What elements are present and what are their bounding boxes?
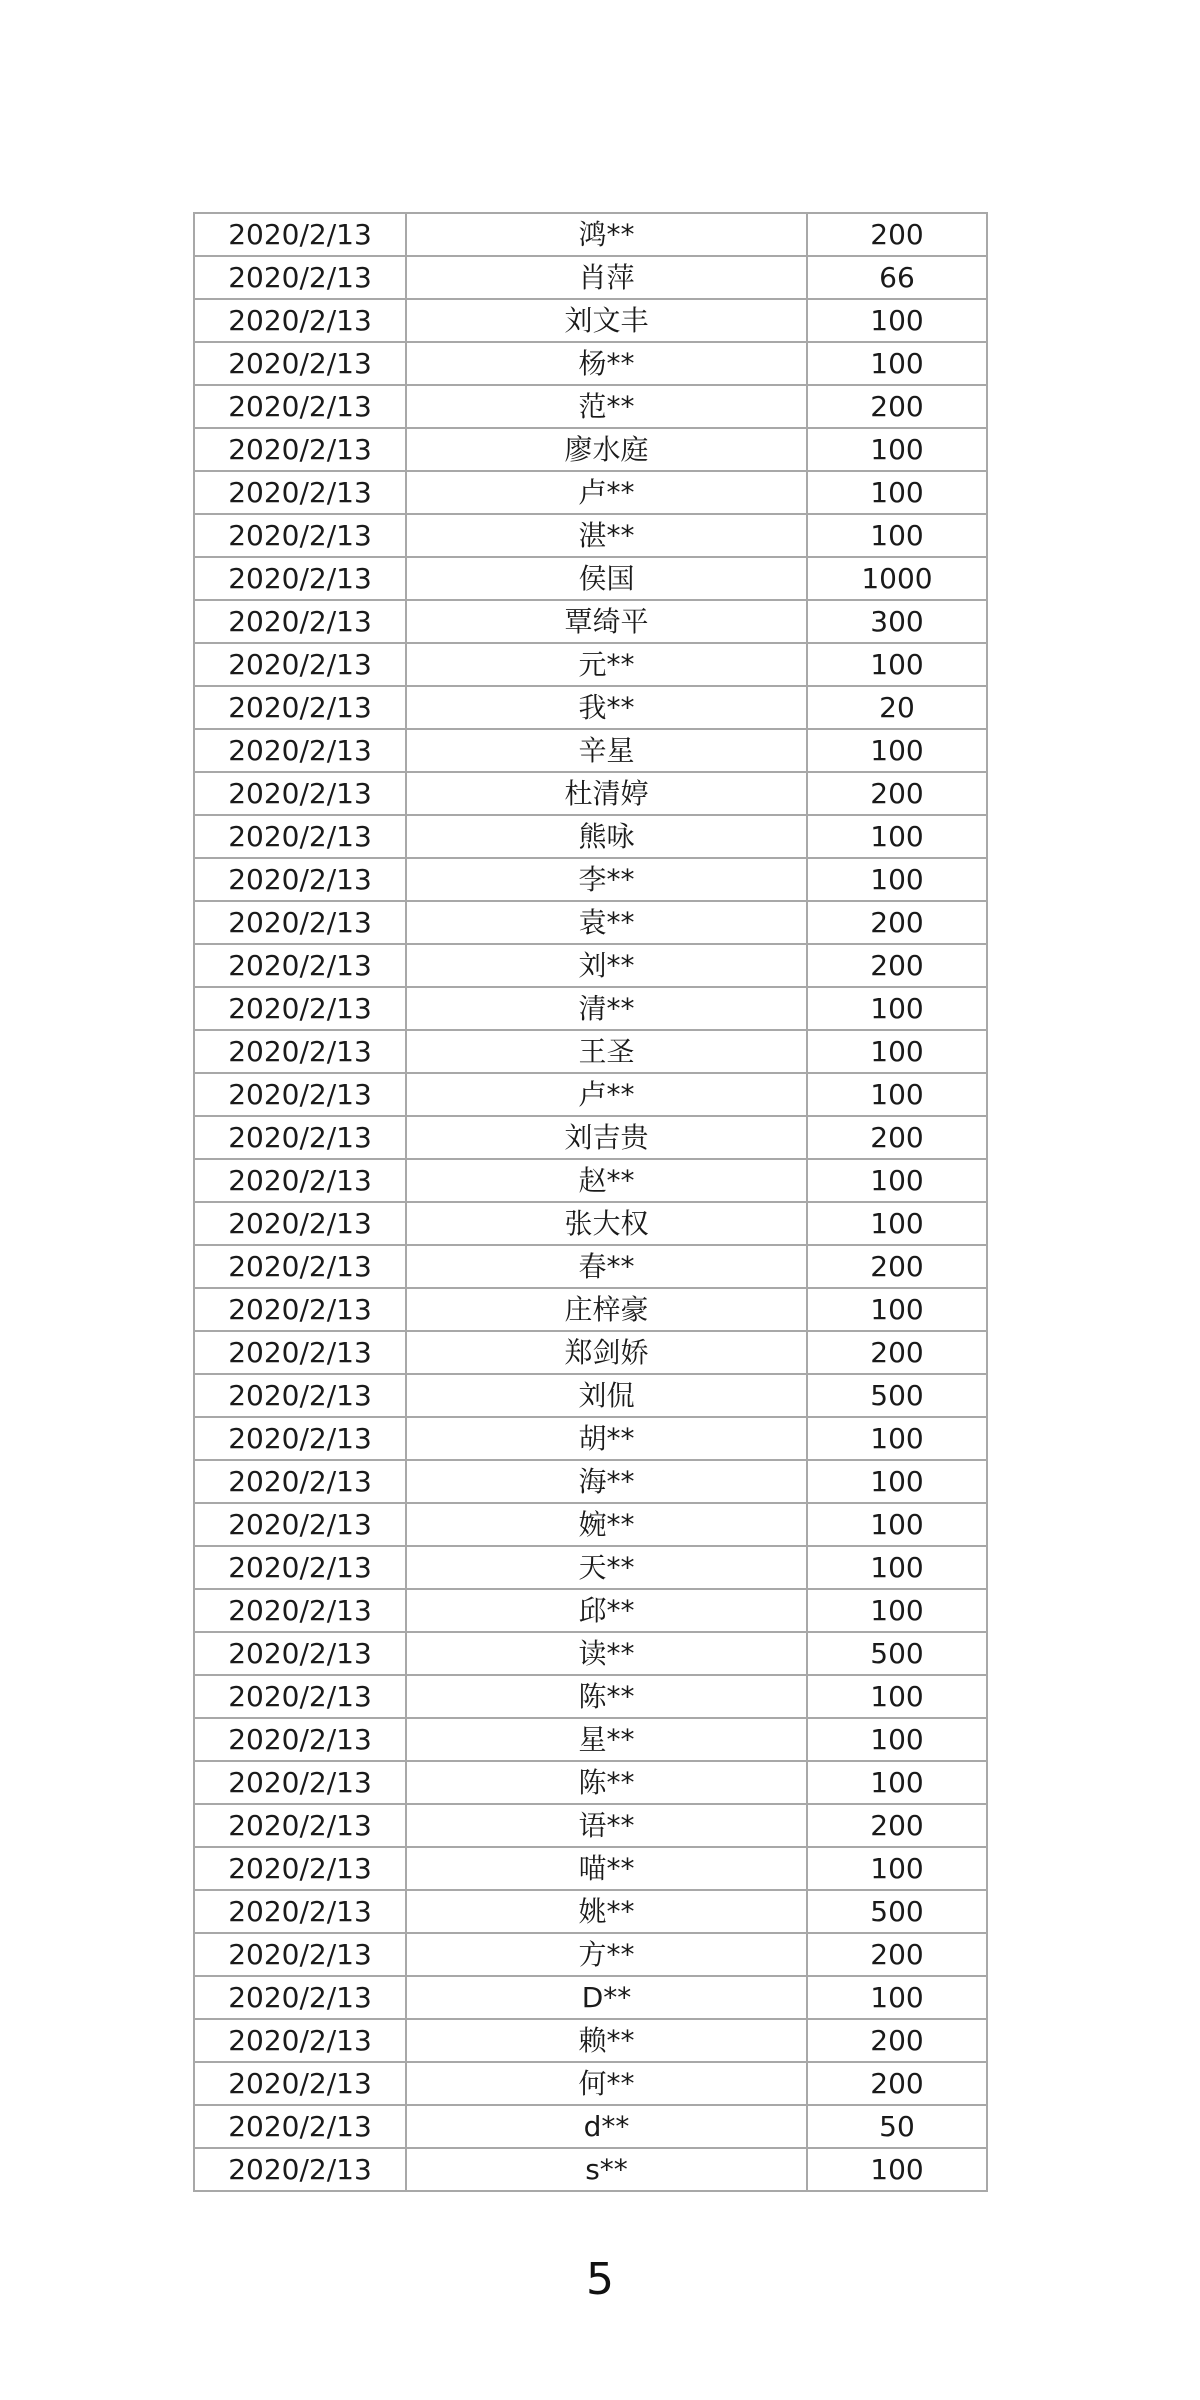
amount-cell: 200 — [807, 385, 987, 428]
date-cell: 2020/2/13 — [194, 299, 406, 342]
date-cell: 2020/2/13 — [194, 1030, 406, 1073]
donor-name-cell: 姚** — [406, 1890, 807, 1933]
amount-cell: 100 — [807, 1417, 987, 1460]
amount-cell: 200 — [807, 772, 987, 815]
table-row — [194, 299, 987, 342]
donor-name-cell: 海** — [406, 1460, 807, 1503]
amount-cell: 100 — [807, 1761, 987, 1804]
date-cell: 2020/2/13 — [194, 1202, 406, 1245]
donor-name-cell: 邱** — [406, 1589, 807, 1632]
date-cell: 2020/2/13 — [194, 1331, 406, 1374]
donor-name-cell: 杨** — [406, 342, 807, 385]
table-row — [194, 1804, 987, 1847]
amount-cell: 100 — [807, 1159, 987, 1202]
amount-cell: 500 — [807, 1374, 987, 1417]
date-cell: 2020/2/13 — [194, 1116, 406, 1159]
date-cell: 2020/2/13 — [194, 1073, 406, 1116]
amount-cell: 100 — [807, 987, 987, 1030]
date-cell: 2020/2/13 — [194, 643, 406, 686]
date-cell: 2020/2/13 — [194, 1933, 406, 1976]
date-cell: 2020/2/13 — [194, 557, 406, 600]
date-cell: 2020/2/13 — [194, 2105, 406, 2148]
amount-cell: 200 — [807, 1331, 987, 1374]
table-row — [194, 729, 987, 772]
table-row — [194, 1245, 987, 1288]
date-cell: 2020/2/13 — [194, 1804, 406, 1847]
amount-cell: 100 — [807, 815, 987, 858]
date-cell: 2020/2/13 — [194, 256, 406, 299]
donor-name-cell: 肖萍 — [406, 256, 807, 299]
donor-name-cell: 刘** — [406, 944, 807, 987]
date-cell: 2020/2/13 — [194, 1632, 406, 1675]
donor-name-cell: 何** — [406, 2062, 807, 2105]
amount-cell: 100 — [807, 1546, 987, 1589]
table-row — [194, 1460, 987, 1503]
table-row — [194, 1718, 987, 1761]
amount-cell: 100 — [807, 1976, 987, 2019]
table-row — [194, 772, 987, 815]
amount-cell: 200 — [807, 901, 987, 944]
amount-cell: 20 — [807, 686, 987, 729]
date-cell: 2020/2/13 — [194, 987, 406, 1030]
donor-name-cell: 刘吉贵 — [406, 1116, 807, 1159]
donor-name-cell: 鸿** — [406, 213, 807, 256]
table-row — [194, 643, 987, 686]
amount-cell: 200 — [807, 2062, 987, 2105]
date-cell: 2020/2/13 — [194, 1503, 406, 1546]
date-cell: 2020/2/13 — [194, 901, 406, 944]
table-row — [194, 1761, 987, 1804]
table-row — [194, 2148, 987, 2191]
table-row — [194, 213, 987, 256]
date-cell: 2020/2/13 — [194, 1546, 406, 1589]
amount-cell: 100 — [807, 858, 987, 901]
date-cell: 2020/2/13 — [194, 944, 406, 987]
date-cell: 2020/2/13 — [194, 1675, 406, 1718]
donation-table — [193, 212, 988, 2192]
donor-name-cell: 卢** — [406, 471, 807, 514]
amount-cell: 100 — [807, 2148, 987, 2191]
amount-cell: 200 — [807, 1245, 987, 1288]
table-row — [194, 1116, 987, 1159]
table-row — [194, 1030, 987, 1073]
date-cell: 2020/2/13 — [194, 2019, 406, 2062]
donor-name-cell: 赖** — [406, 2019, 807, 2062]
donor-name-cell: 元** — [406, 643, 807, 686]
amount-cell: 66 — [807, 256, 987, 299]
date-cell: 2020/2/13 — [194, 342, 406, 385]
donor-name-cell: 胡** — [406, 1417, 807, 1460]
amount-cell: 100 — [807, 1460, 987, 1503]
donor-name-cell: 袁** — [406, 901, 807, 944]
table-row — [194, 686, 987, 729]
amount-cell: 200 — [807, 2019, 987, 2062]
amount-cell: 200 — [807, 944, 987, 987]
date-cell: 2020/2/13 — [194, 471, 406, 514]
date-cell: 2020/2/13 — [194, 1718, 406, 1761]
date-cell: 2020/2/13 — [194, 213, 406, 256]
amount-cell: 100 — [807, 514, 987, 557]
table-row — [194, 342, 987, 385]
table-row — [194, 1976, 987, 2019]
donor-name-cell: 刘文丰 — [406, 299, 807, 342]
donor-name-cell: 廖水庭 — [406, 428, 807, 471]
table-row — [194, 1847, 987, 1890]
amount-cell: 100 — [807, 643, 987, 686]
table-row — [194, 944, 987, 987]
table-row — [194, 2105, 987, 2148]
table-row — [194, 428, 987, 471]
table-row — [194, 1159, 987, 1202]
table-row — [194, 1374, 987, 1417]
table-row — [194, 1417, 987, 1460]
date-cell: 2020/2/13 — [194, 1890, 406, 1933]
donor-name-cell: 侯国 — [406, 557, 807, 600]
donor-name-cell: 郑剑娇 — [406, 1331, 807, 1374]
donor-name-cell: D** — [406, 1976, 807, 2019]
donor-name-cell: 赵** — [406, 1159, 807, 1202]
date-cell: 2020/2/13 — [194, 729, 406, 772]
amount-cell: 100 — [807, 729, 987, 772]
donor-name-cell: 刘侃 — [406, 1374, 807, 1417]
donor-name-cell: 张大权 — [406, 1202, 807, 1245]
donor-name-cell: 王圣 — [406, 1030, 807, 1073]
date-cell: 2020/2/13 — [194, 514, 406, 557]
amount-cell: 50 — [807, 2105, 987, 2148]
date-cell: 2020/2/13 — [194, 1159, 406, 1202]
amount-cell: 100 — [807, 1718, 987, 1761]
table-row — [194, 1675, 987, 1718]
amount-cell: 200 — [807, 213, 987, 256]
date-cell: 2020/2/13 — [194, 428, 406, 471]
donor-name-cell: s** — [406, 2148, 807, 2191]
amount-cell: 100 — [807, 342, 987, 385]
date-cell: 2020/2/13 — [194, 1976, 406, 2019]
date-cell: 2020/2/13 — [194, 1589, 406, 1632]
donor-name-cell: 辛星 — [406, 729, 807, 772]
donor-name-cell: 熊咏 — [406, 815, 807, 858]
table-row — [194, 1331, 987, 1374]
date-cell: 2020/2/13 — [194, 385, 406, 428]
amount-cell: 200 — [807, 1116, 987, 1159]
donation-table-body — [194, 213, 987, 2191]
donor-name-cell: 喵** — [406, 1847, 807, 1890]
donor-name-cell: 覃绮平 — [406, 600, 807, 643]
donor-name-cell: 李** — [406, 858, 807, 901]
date-cell: 2020/2/13 — [194, 1245, 406, 1288]
table-row — [194, 1288, 987, 1331]
amount-cell: 1000 — [807, 557, 987, 600]
amount-cell: 100 — [807, 1503, 987, 1546]
date-cell: 2020/2/13 — [194, 772, 406, 815]
donor-name-cell: 卢** — [406, 1073, 807, 1116]
amount-cell: 100 — [807, 1073, 987, 1116]
donor-name-cell: 庄梓豪 — [406, 1288, 807, 1331]
date-cell: 2020/2/13 — [194, 858, 406, 901]
amount-cell: 300 — [807, 600, 987, 643]
table-row — [194, 1546, 987, 1589]
table-row — [194, 1073, 987, 1116]
donor-name-cell: 读** — [406, 1632, 807, 1675]
amount-cell: 200 — [807, 1804, 987, 1847]
donor-name-cell: 清** — [406, 987, 807, 1030]
table-row — [194, 1632, 987, 1675]
amount-cell: 100 — [807, 1675, 987, 1718]
donor-name-cell: 方** — [406, 1933, 807, 1976]
amount-cell: 200 — [807, 1933, 987, 1976]
table-row — [194, 1933, 987, 1976]
table-row — [194, 600, 987, 643]
donor-name-cell: 星** — [406, 1718, 807, 1761]
date-cell: 2020/2/13 — [194, 1288, 406, 1331]
date-cell: 2020/2/13 — [194, 600, 406, 643]
table-row — [194, 385, 987, 428]
donor-name-cell: d** — [406, 2105, 807, 2148]
page-number: 5 — [586, 2254, 614, 2305]
donor-name-cell: 婉** — [406, 1503, 807, 1546]
date-cell: 2020/2/13 — [194, 2148, 406, 2191]
table-row — [194, 858, 987, 901]
donor-name-cell: 范** — [406, 385, 807, 428]
amount-cell: 100 — [807, 1202, 987, 1245]
table-row — [194, 514, 987, 557]
amount-cell: 100 — [807, 471, 987, 514]
table-row — [194, 471, 987, 514]
table-row — [194, 815, 987, 858]
date-cell: 2020/2/13 — [194, 1761, 406, 1804]
table-row — [194, 2062, 987, 2105]
table-row — [194, 1503, 987, 1546]
amount-cell: 100 — [807, 299, 987, 342]
amount-cell: 500 — [807, 1890, 987, 1933]
amount-cell: 100 — [807, 428, 987, 471]
table-row — [194, 1589, 987, 1632]
date-cell: 2020/2/13 — [194, 686, 406, 729]
date-cell: 2020/2/13 — [194, 1374, 406, 1417]
table-row — [194, 987, 987, 1030]
table-row — [194, 557, 987, 600]
table-row — [194, 2019, 987, 2062]
date-cell: 2020/2/13 — [194, 1417, 406, 1460]
donor-name-cell: 春** — [406, 1245, 807, 1288]
donor-name-cell: 陈** — [406, 1761, 807, 1804]
donor-name-cell: 杜清婷 — [406, 772, 807, 815]
date-cell: 2020/2/13 — [194, 1847, 406, 1890]
donor-name-cell: 我** — [406, 686, 807, 729]
table-row — [194, 1202, 987, 1245]
donor-name-cell: 湛** — [406, 514, 807, 557]
amount-cell: 500 — [807, 1632, 987, 1675]
table-row — [194, 901, 987, 944]
date-cell: 2020/2/13 — [194, 2062, 406, 2105]
donor-name-cell: 天** — [406, 1546, 807, 1589]
table-row — [194, 256, 987, 299]
date-cell: 2020/2/13 — [194, 815, 406, 858]
amount-cell: 100 — [807, 1589, 987, 1632]
date-cell: 2020/2/13 — [194, 1460, 406, 1503]
donor-name-cell: 语** — [406, 1804, 807, 1847]
table-row — [194, 1890, 987, 1933]
amount-cell: 100 — [807, 1288, 987, 1331]
amount-cell: 100 — [807, 1847, 987, 1890]
amount-cell: 100 — [807, 1030, 987, 1073]
donor-name-cell: 陈** — [406, 1675, 807, 1718]
